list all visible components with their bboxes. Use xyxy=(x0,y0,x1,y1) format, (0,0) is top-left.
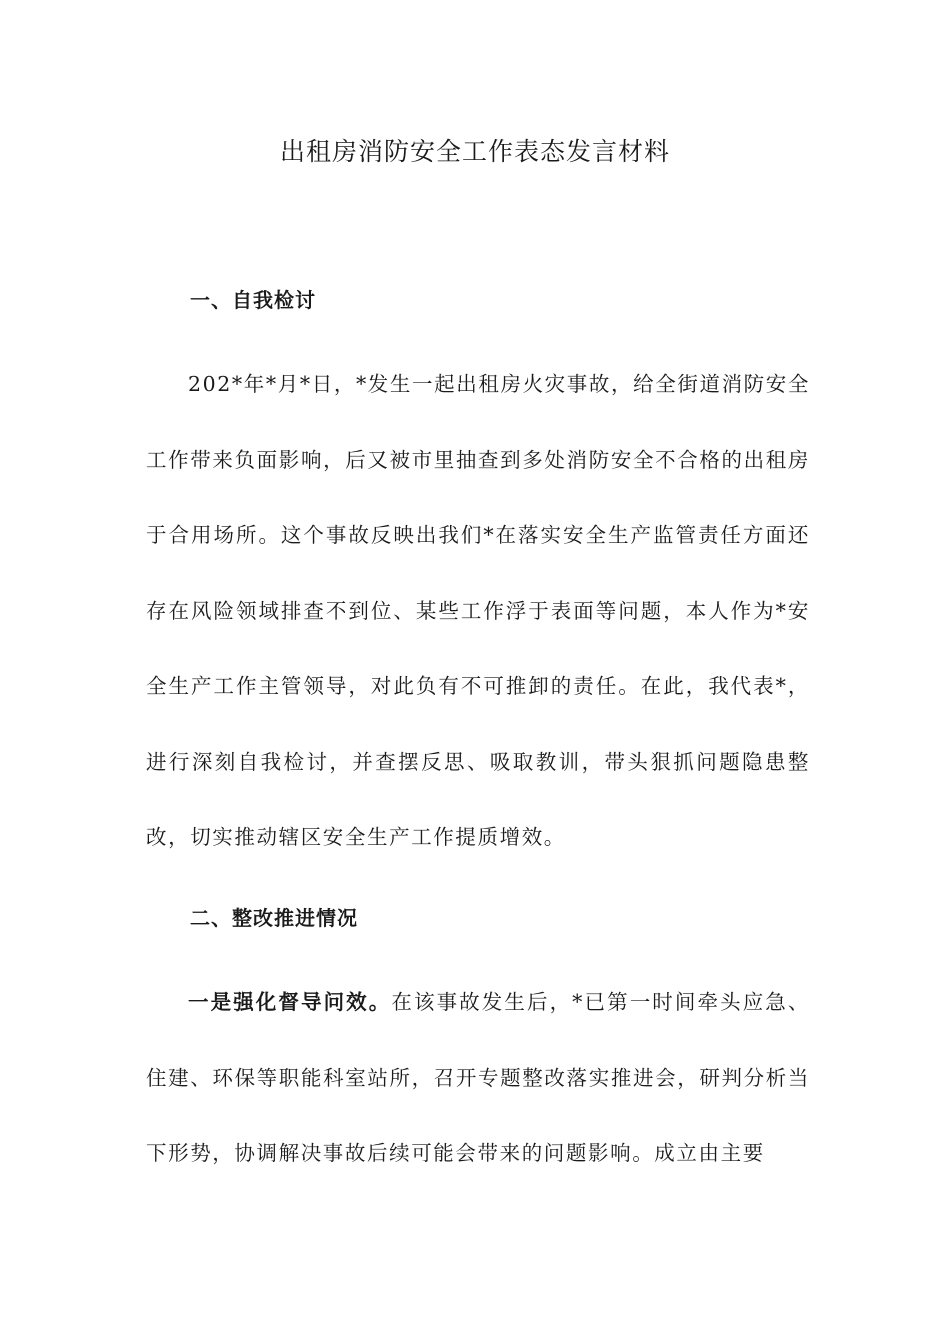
paragraph-lead-text: 一是强化督导问效。 xyxy=(188,990,392,1014)
section-heading-rectification: 二、整改推进情况 xyxy=(190,906,358,930)
section-paragraph-self-review: 202*年*月*日，*发生一起出租房火灾事故，给全街道消防安全工作带来负面影响，后又被市里抽查到多处消防安全不合格的出租房于合用场所。这个事故反映出我们*在落实安全生产监管责任方面还存在风险领域排查不到位、某些工作浮于表面等问题，本人作为*安全生产工作主管领导，对此负有不可推卸的责任。在此，我代表*，进行深刻自我检讨，并查摆反思、吸取教训，带头狠抓问题隐患整改，切实推动辖区安全生产工作提质增效。 xyxy=(146,372,810,849)
paragraph-body-text: 在该事故发生后，*已第一时间牵头应急、住建、环保等职能科室站所，召开专题整改落实推进会，研判分析当下形势，协调解决事故后续可能会带来的问题影响。成立由主要 xyxy=(146,990,810,1165)
section-paragraph-rectification xyxy=(146,965,810,1192)
document-title: 出租房消防安全工作表态发言材料 xyxy=(279,137,670,166)
section-heading-self-review: 一、自我检讨 xyxy=(190,288,316,312)
